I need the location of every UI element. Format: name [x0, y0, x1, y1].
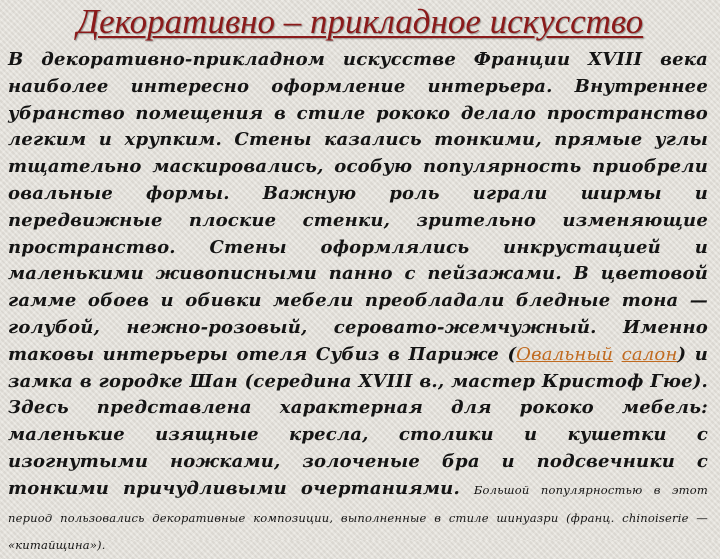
body-small-text: Большой популярностью в этот период пользовались декоративные композиции, выполненные в стиле шинуазри (франц. chinoiserie — «китайщина»).	[8, 482, 708, 553]
oval-link[interactable]: Овальный	[516, 343, 614, 365]
body-text-part-b: ) и замка в городке Шан (середина XVIII в., мастер Кристоф Гюе). Здесь представлена характерная для рококо мебель: маленькие изящные кресла, столики и кушетки с изогнутыми ножками, золоченые бра и подсвечники с тонкими причудливыми очертаниями.	[8, 343, 708, 499]
slide-body-text	[8, 47, 708, 559]
body-text-part-a: В декоративно-прикладном искусстве Франции XVIII века наиболее интересно оформление интерьера. Внутреннее убранство помещения в стиле рококо делало пространство легким и хрупким. Стены казались тонкими, прямые углы тщательно маскировались, особую популярность приобрели овальные формы. Важную роль играли ширмы и передвижные плоские стенки, зрительно изменяющие пространство. Стены оформлялись инкрустацией и маленькими живописными панно с пейзажами. В цветовой гамме обоев и обивки мебели преобладали бледные тона — голубой, нежно-розовый, серовато-жемчужный. Именно таковы интерьеры отеля Субиз в Париже (	[8, 49, 708, 365]
slide-title: Декоративно – прикладное искусство	[76, 2, 644, 41]
salon-link[interactable]: салон	[621, 343, 678, 365]
